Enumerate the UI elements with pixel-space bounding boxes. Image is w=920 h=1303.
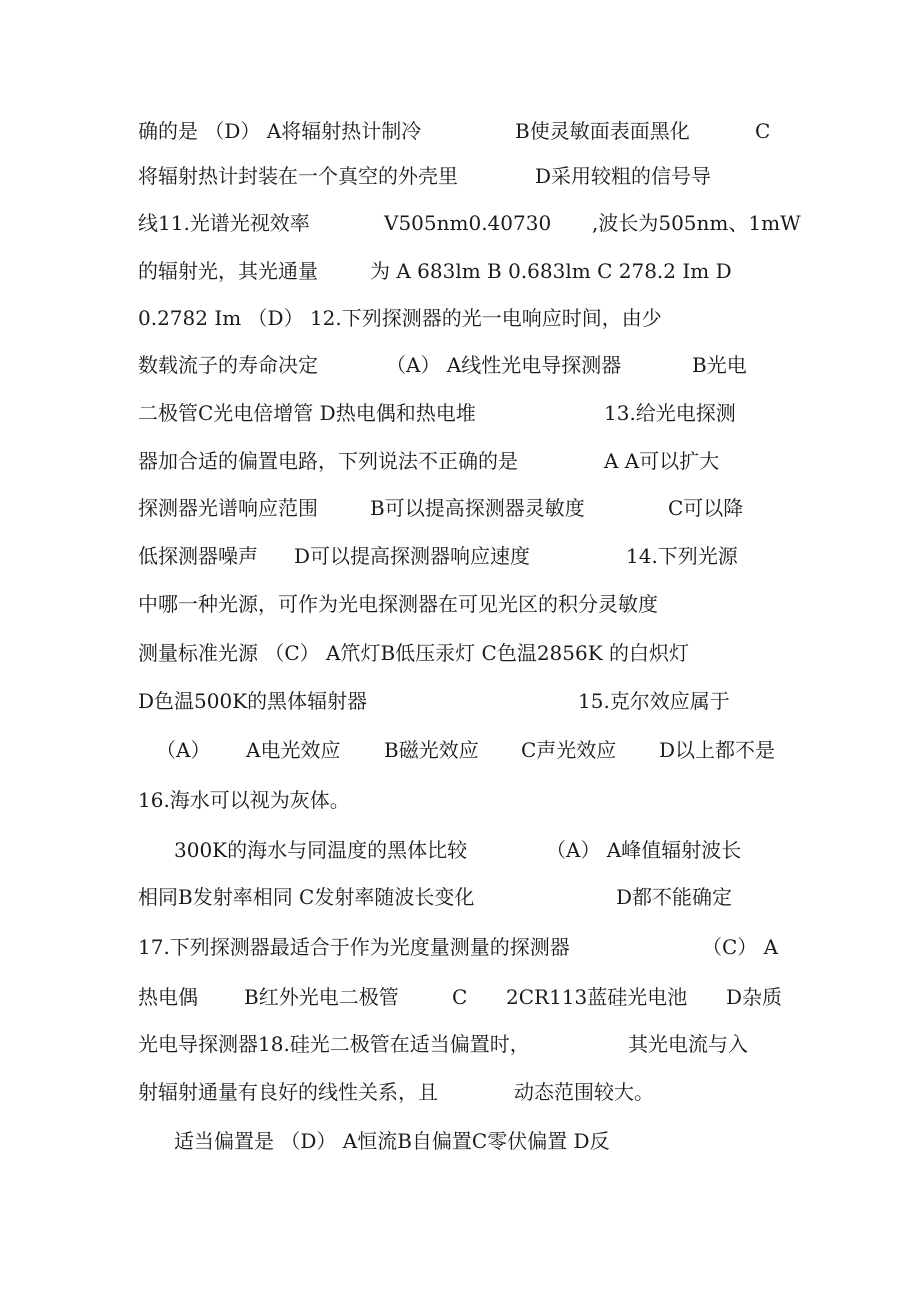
text-segment: B可以提高探测器灵敏度: [370, 496, 585, 520]
text-segment: 16.海水可以视为灰体。: [138, 788, 350, 812]
text-segment: A A可以扩大: [604, 449, 720, 473]
text-segment: 13.给光电探测: [604, 401, 736, 425]
text-segment: C可以降: [668, 496, 744, 520]
text-segment: 300K的海水与同温度的黑体比较: [174, 838, 468, 862]
text-segment: 射辐射通量有良好的线性关系，且: [138, 1080, 438, 1104]
text-segment: A电光效应: [246, 738, 341, 762]
text-segment: D可以提高探测器响应速度: [294, 544, 531, 568]
text-segment: （A）: [156, 738, 211, 762]
text-segment: 器加合适的偏置电路，下列说法不正确的是: [138, 449, 518, 473]
text-segment: D杂质: [726, 985, 783, 1009]
text-segment: 14.下列光源: [626, 544, 738, 568]
text-segment: D采用较粗的信号导: [535, 164, 712, 188]
text-segment: （C） A: [702, 935, 779, 959]
text-segment: 低探测器噪声: [138, 544, 258, 568]
text-segment: 中哪一种光源，可作为光电探测器在可见光区的积分灵敏度: [138, 592, 658, 616]
text-segment: 2CR113蓝硅光电池: [506, 985, 688, 1009]
text-segment: B使灵敏面表面黑化: [515, 119, 690, 143]
text-segment: （A） A峰值辐射波长: [546, 838, 742, 862]
text-segment: 将辐射热计封装在一个真空的外壳里: [138, 164, 458, 188]
text-segment: 线11.光谱光视效率: [138, 211, 310, 235]
text-segment: 动态范围较大。: [514, 1080, 654, 1104]
text-segment: 0.2782 Im （D） 12.下列探测器的光一电响应时间，由少: [138, 306, 662, 330]
text-segment: 的辐射光，其光通量: [138, 259, 318, 283]
text-segment: 测量标准光源 （C） A笊灯B低压汞灯 C色温2856K 的白炽灯: [138, 641, 690, 665]
text-segment: B磁光效应: [384, 738, 479, 762]
text-segment: 为 A 683lm B 0.683lm C 278.2 Im D: [370, 259, 732, 283]
text-segment: C: [755, 119, 771, 143]
text-segment: （A） A线性光电导探测器: [386, 353, 622, 377]
text-segment: 相同B发射率相同 C发射率随波长变化: [138, 885, 475, 909]
text-segment: 光电导探测器18.硅光二极管在适当偏置时，: [138, 1032, 530, 1056]
text-segment: 17.下列探测器最适合于作为光度量测量的探测器: [138, 935, 570, 959]
text-segment: D都不能确定: [616, 885, 733, 909]
text-segment: C声光效应: [521, 738, 617, 762]
text-segment: 数载流子的寿命决定: [138, 353, 318, 377]
text-segment: 适当偏置是 （D） A恒流B自偏置C零伏偏置 D反: [174, 1129, 610, 1153]
text-segment: D色温500K的黑体辐射器: [138, 689, 368, 713]
text-segment: B红外光电二极管: [244, 985, 399, 1009]
text-segment: 探测器光谱响应范围: [138, 496, 318, 520]
text-segment: B光电: [692, 353, 747, 377]
text-segment: 15.克尔效应属于: [578, 689, 730, 713]
text-segment: 确的是 （D） A将辐射热计制冷: [138, 119, 422, 143]
text-segment: 热电偶: [138, 985, 198, 1009]
text-segment: 二极管C光电倍增管 D热电偶和热电堆: [138, 401, 476, 425]
text-segment: C: [452, 985, 468, 1009]
text-segment: D以上都不是: [659, 738, 776, 762]
text-segment: ,波长为505nm、1mW: [592, 211, 801, 235]
text-segment: 其光电流与入: [628, 1032, 748, 1056]
text-segment: V505nm0.40730: [384, 211, 552, 235]
